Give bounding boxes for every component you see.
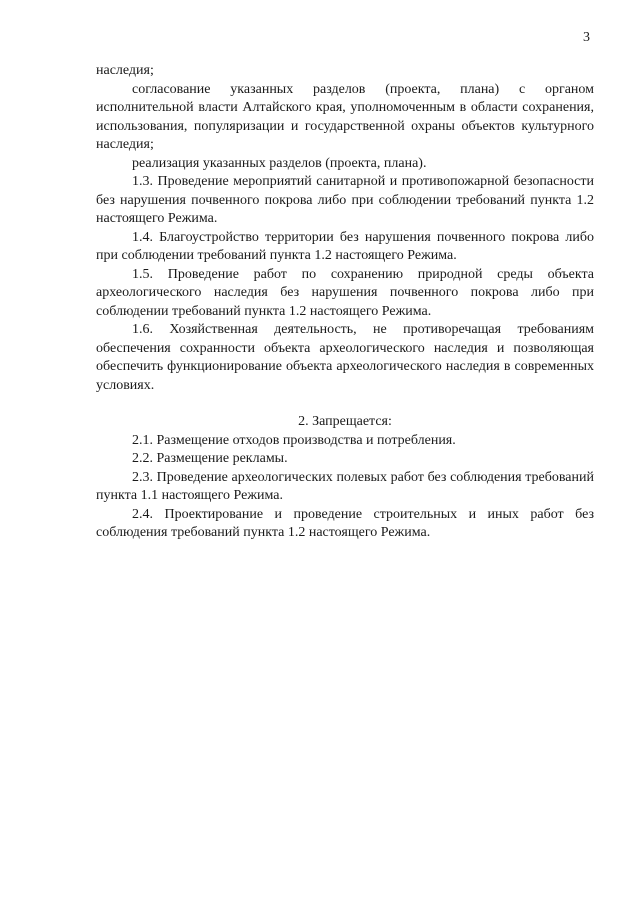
paragraph-2-4: 2.4. Проектирование и проведение строительных и иных работ без соблюдения требований пункта 1.2 настоящего Режима.	[96, 506, 594, 540]
paragraph-2-2: 2.2. Размещение рекламы.	[132, 451, 288, 466]
section-2-heading: 2. Запрещается:	[298, 414, 392, 429]
paragraph-2-3: 2.3. Проведение археологических полевых работ без соблюдения требований пункта 1.1 настоящего Режима.	[96, 469, 594, 503]
paragraph-1-4: 1.4. Благоустройство территории без нарушения почвенного покрова либо при соблюдении требований пункта 1.2 настоящего Режима.	[96, 229, 594, 263]
paragraph-1-5: 1.5. Проведение работ по сохранению природной среды объекта археологического наследия без нарушения почвенного покрова либо при соблюдении требований пункта 1.2 настоящего Режима.	[96, 266, 594, 319]
paragraph-1-6: 1.6. Хозяйственная деятельность, не противоречащая требованиям обеспечения сохранности объекта археологического наследия и позволяющая обеспечить функционирование объекта археологического наследия в современных условиях.	[96, 322, 594, 393]
paragraph-approval: согласование указанных разделов (проекта, плана) с органом исполнительной власти Алтайского края, уполномоченным в области сохранения, использования, популяризации и государственной охраны объектов культурного наследия;	[96, 81, 594, 152]
paragraph-continuation: наследия;	[96, 63, 154, 78]
paragraph-2-1: 2.1. Размещение отходов производства и потребления.	[132, 432, 456, 448]
paragraph-1-3: 1.3. Проведение мероприятий санитарной и противопожарной безопасности без нарушения почвенного покрова либо при соблюдении требований пункта 1.2 настоящего Режима.	[96, 174, 594, 226]
page-number: 3	[583, 30, 590, 45]
paragraph-implementation: реализация указанных разделов (проекта, плана).	[132, 155, 427, 171]
document-body	[96, 62, 594, 543]
